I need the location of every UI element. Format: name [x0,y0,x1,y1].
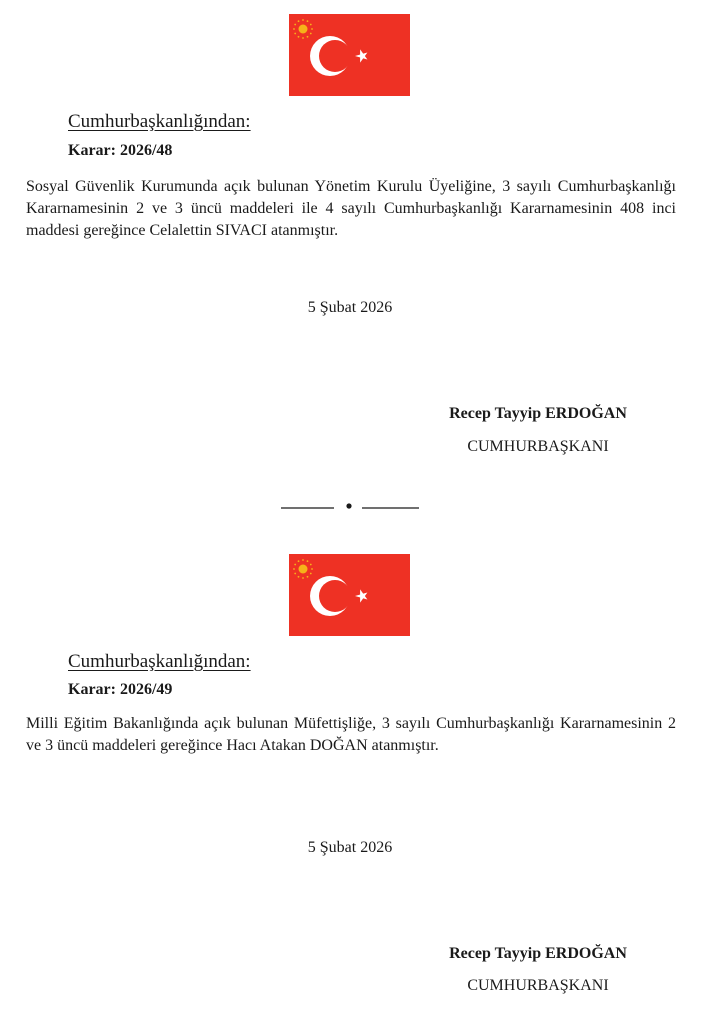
issuer-heading: Cumhurbaşkanlığından: [68,111,251,132]
presidential-flag-icon [289,554,410,636]
signatory-name: Recep Tayyip ERDOĞAN [449,945,627,962]
signatory-title: CUMHURBAŞKANI [467,438,609,455]
decision-date: 5 Şubat 2026 [307,839,393,856]
issuer-heading: Cumhurbaşkanlığından: [68,651,251,672]
decision-date: 5 Şubat 2026 [307,299,393,316]
signatory-title: CUMHURBAŞKANI [467,977,609,994]
presidential-flag-icon [289,14,410,96]
section-divider [280,499,420,511]
decision-body: Sosyal Güvenlik Kurumunda açık bulunan Yönetim Kurulu Üyeliğine, 3 sayılı Cumhurbaşkanlığı Kararnamesinin 2 ve 3 üncü maddeleri ile 4 sayılı Cumhurbaşkanlığı Kararnamesinin 408 inci maddesi gereğince Celalettin SIVACI atanmıştır. [26,178,676,239]
decision-number: Karar: 2026/49 [68,681,173,698]
decision-body: Milli Eğitim Bakanlığında açık bulunan Müfettişliğe, 3 sayılı Cumhurbaşkanlığı Kararnamesinin 2 ve 3 üncü maddeleri gereğince Hacı Atakan DOĞAN atanmıştır. [26,715,676,754]
signatory-name: Recep Tayyip ERDOĞAN [449,405,627,422]
decision-number: Karar: 2026/48 [68,142,173,159]
